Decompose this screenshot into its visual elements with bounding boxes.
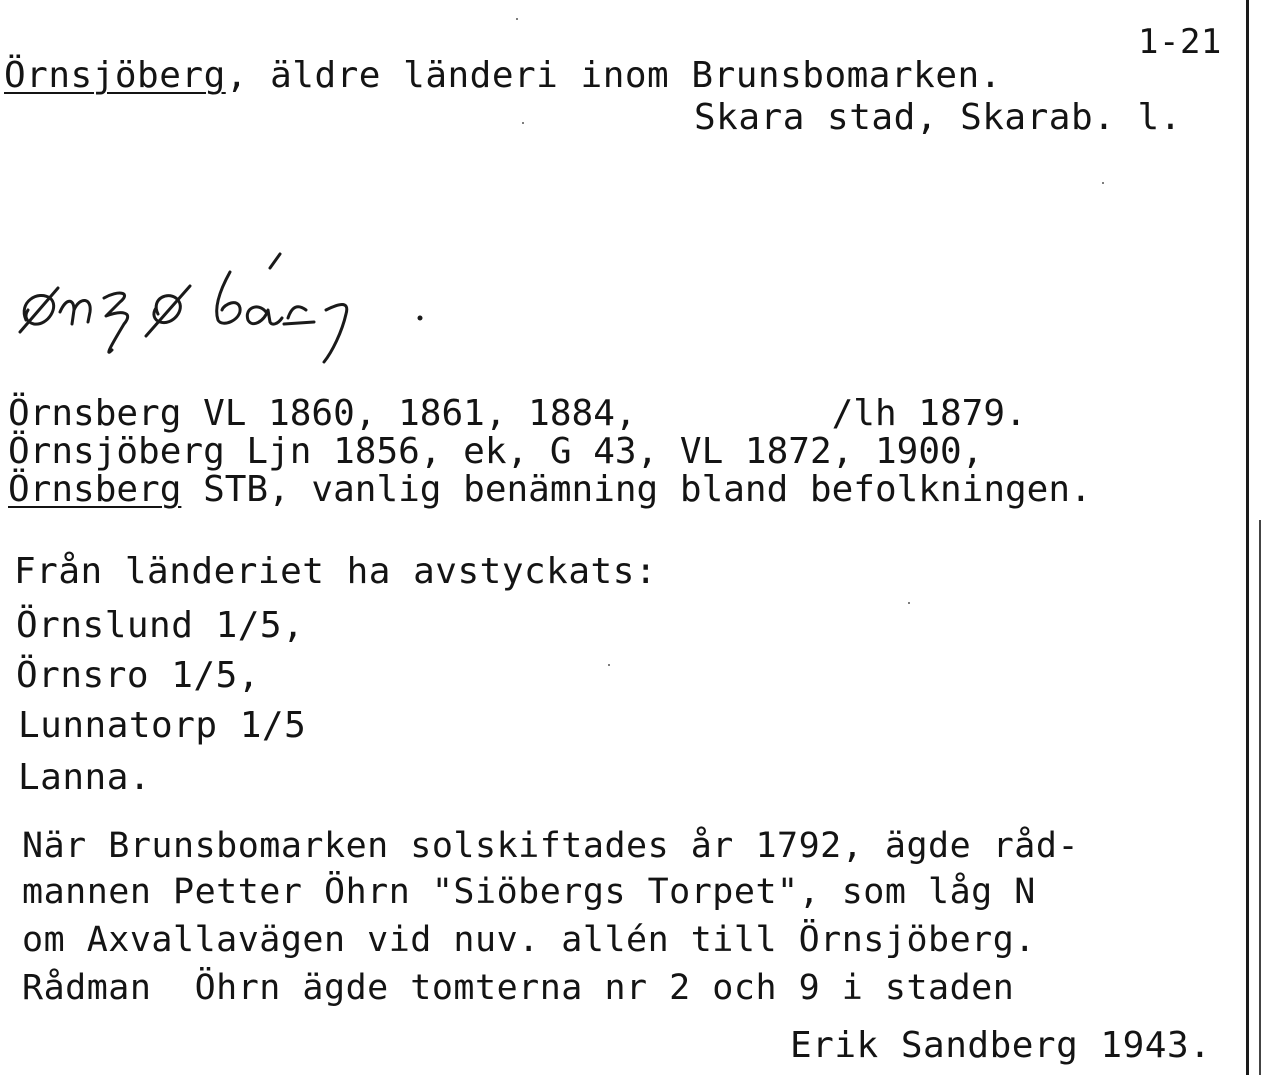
attestation-row (8, 470, 1092, 510)
place-description: , äldre länderi inom Brunsbomarken. (225, 55, 1002, 96)
card-number: 1-21 (1138, 22, 1222, 62)
place-location: Skara stad, Skarab. l. (694, 97, 1182, 138)
attestation-sources: Ljn 1856, ek, G 43, VL 1872, 1900, (224, 431, 984, 472)
card-author: Erik Sandberg 1943. (790, 1025, 1212, 1066)
attestation-name: Örnsberg (8, 393, 182, 434)
handwritten-pronunciation (8, 240, 428, 380)
subdivision-heading: Från länderiet ha avstyckats: (14, 551, 658, 592)
card-edge-shadow (1259, 520, 1261, 1075)
history-line: Rådman Öhrn ägde tomterna nr 2 och 9 i staden (22, 968, 1015, 1008)
subdivision-item: Örnsro 1/5, (16, 655, 260, 696)
card-title (4, 56, 1002, 96)
attestation-row (8, 394, 1027, 434)
card-edge-line (1246, 0, 1249, 1075)
history-line: om Axvallavägen vid nuv. allén till Örnsjöberg. (22, 920, 1036, 960)
paper-speck (908, 602, 910, 604)
attestation-sources: STB, vanlig benämning bland befolkningen. (181, 469, 1092, 510)
history-line: När Brunsbomarken solskiftades år 1792, ägde råd- (22, 826, 1080, 866)
subdivision-item: Örnslund 1/5, (16, 605, 305, 646)
paper-speck (516, 18, 518, 20)
paper-speck (522, 122, 524, 124)
paper-speck (1102, 182, 1104, 184)
subdivision-item: Lanna. (18, 757, 152, 798)
attestation-name: Örnsjöberg (8, 431, 225, 472)
attestation-name: Örnsberg (8, 469, 182, 510)
place-name: Örnsjöberg (4, 55, 226, 96)
subdivision-item: Lunnatorp 1/5 (18, 705, 307, 746)
attestation-sources: VL 1860, 1861, 1884, /lh 1879. (181, 393, 1027, 434)
paper-speck (608, 664, 610, 666)
attestation-row (8, 432, 983, 472)
history-line: mannen Petter Öhrn "Siöbergs Torpet", som låg N (22, 872, 1036, 912)
